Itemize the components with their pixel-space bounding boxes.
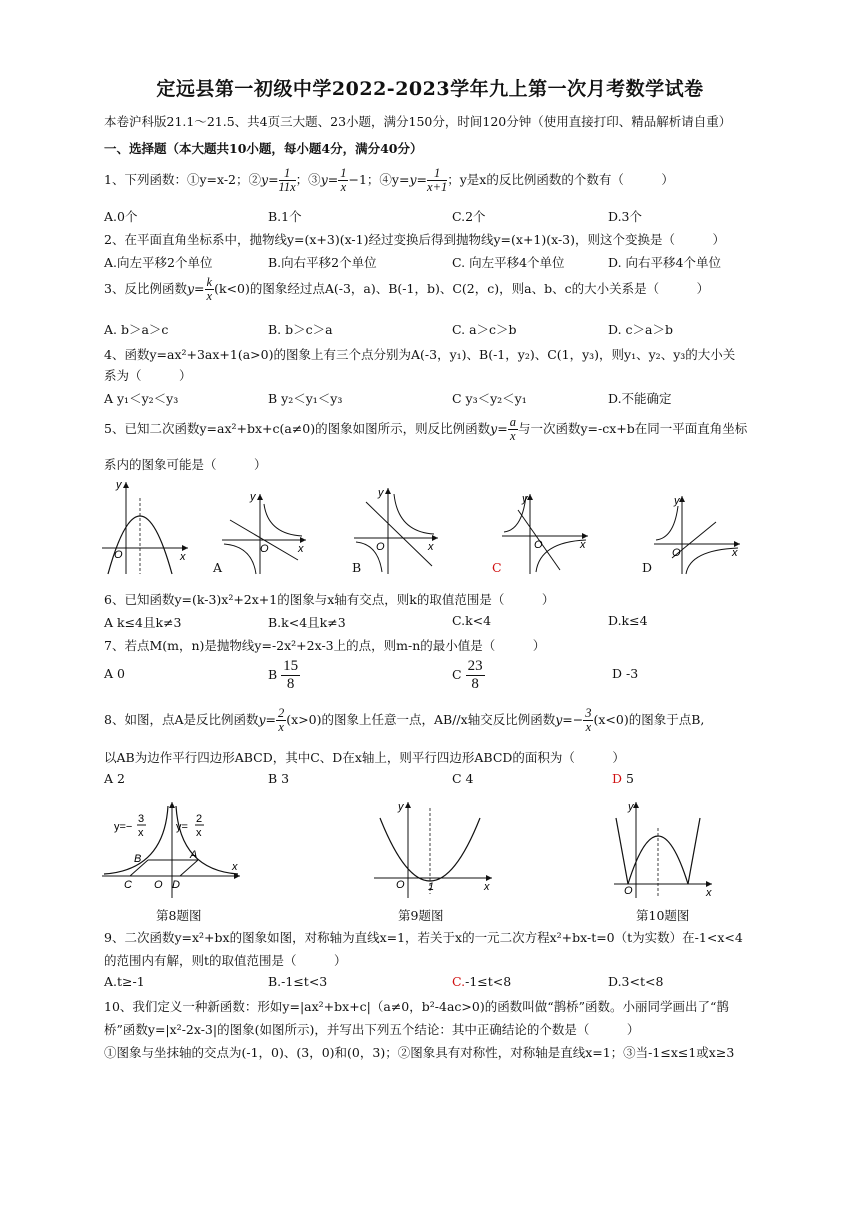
svg-text:O: O — [672, 547, 681, 559]
q5-option-b-graph — [352, 484, 442, 576]
q6-option-b: B.k<4且k≠3 — [268, 615, 346, 630]
fraction: $\frac{a}{x}$ — [509, 415, 516, 443]
svg-text:y: y — [398, 801, 404, 813]
question-9-stem-cont: 的范围内有解，则t的取值范围是（ ） — [104, 953, 347, 968]
svg-text:2: 2 — [196, 813, 203, 825]
q2-option-c: C. 向左平移4个单位 — [452, 255, 565, 270]
q1-option-a: A.0个 — [104, 209, 138, 224]
svg-text:y: y — [378, 487, 384, 499]
intro-text: 本卷沪科版21.1～21.5、共4页三大题、23小题，满分150分，时间120分钟（使用直接打印、精品解析请自重） — [104, 114, 732, 129]
svg-text:C: C — [124, 879, 132, 891]
question-4-stem-cont: 系为（ ） — [104, 368, 192, 383]
q5-label-d: D — [642, 560, 653, 575]
question-6-stem: 6、已知函数y=(k-3)x²+2x+1的图象与x轴有交点，则k的取值范围是（ ） — [104, 592, 555, 607]
svg-text:x: x — [138, 827, 144, 839]
fraction: $\frac{1}{x+1}$ — [427, 166, 448, 194]
q8-option-d: D 5 — [612, 771, 634, 786]
section-heading: 一、选择题（本大题共10小题，每小题4分，满分40分） — [104, 141, 423, 156]
q4-option-d: D.不能确定 — [608, 391, 672, 406]
svg-text:1: 1 — [428, 881, 435, 893]
q7-option-a: A 0 — [104, 666, 125, 681]
question-8-stem: 8、如图，点A是反比例函数y= $\frac{2}{x}$ (x>0)的图象上任意一点，AB//x轴交反比例函数y=− $\frac{3}{x}$ (x<0)的图象于点B, — [104, 706, 705, 734]
svg-text:3: 3 — [138, 813, 145, 825]
q1-option-d: D.3个 — [608, 209, 643, 224]
q2-option-b: B.向右平移2个单位 — [268, 255, 377, 270]
q5-given-parabola-graph — [100, 478, 192, 578]
svg-text:x: x — [428, 541, 434, 553]
q6-option-d: D.k≤4 — [608, 613, 648, 628]
q8-option-a: A 2 — [104, 771, 125, 786]
svg-text:B: B — [134, 853, 142, 865]
svg-text:O: O — [260, 543, 269, 555]
fraction: $\frac{2}{x}$ — [278, 706, 285, 734]
q9-option-d: D.3<t<8 — [608, 974, 664, 989]
figure-9-caption: 第9题图 — [398, 908, 444, 923]
figure-9-graph — [372, 798, 497, 900]
q6-option-c: C.k<4 — [452, 613, 492, 628]
question-4-stem: 4、函数y=ax²+3ax+1(a>0)的图象上有三个点分别为A(-3，y₁)、B(-1，y₂)、C(1，y₃)，则y₁、y₂、y₃的大小关 — [104, 347, 736, 362]
question-3-stem: 3、反比例函数y= $\frac{k}{x}$ (k<0)的图象经过点A(-3，a)、B(-1，b)、C(2，c)，则a、b、c的大小关系是（ ） — [104, 275, 710, 303]
question-8-stem-cont: 以AB为边作平行四边形ABCD，其中C、D在x轴上，则平行四边形ABCD的面积为（ ） — [104, 750, 625, 765]
q9-option-b: B.-1≤t<3 — [268, 974, 328, 989]
q3-option-c: C. a＞c＞b — [452, 322, 517, 337]
question-1-stem: 1、下列函数：①y=x-2；②y= $\frac{1}{11x}$ ；③y= $\frac{1}{x}$ −1；④y=y= $\frac{1}{x+1}$ ；y是x的反比例函数的个数有（ ） — [104, 166, 674, 194]
page-title: 定远县第一初级中学2022-2023学年九上第一次月考数学试卷 — [156, 78, 704, 100]
svg-text:x: x — [484, 881, 490, 893]
q4-option-c: C y₃＜y₂＜y₁ — [452, 391, 527, 406]
svg-text:O: O — [624, 885, 633, 897]
figure-10-graph — [612, 798, 717, 900]
q1-option-c: C.2个 — [452, 209, 486, 224]
q3-option-d: D. c＞a＞b — [608, 322, 673, 337]
fraction: $\frac{23}{8}$ — [467, 658, 483, 692]
q8-option-b: B 3 — [268, 771, 290, 786]
q2-option-a: A.向左平移2个单位 — [104, 255, 213, 270]
figure-8-caption: 第8题图 — [156, 908, 202, 923]
svg-text:y: y — [250, 491, 256, 503]
svg-text:D: D — [172, 879, 180, 891]
question-2-stem: 2、在平面直角坐标系中，抛物线y=(x+3)(x-1)经过变换后得到抛物线y=(x+1)(x-3)，则这个变换是（ ） — [104, 232, 726, 247]
fraction: $\frac{3}{x}$ — [585, 706, 592, 734]
fraction: $\frac{1}{x}$ — [340, 166, 347, 194]
svg-text:O: O — [114, 549, 123, 561]
q4-option-a: A y₁＜y₂＜y₃ — [104, 391, 179, 406]
question-10-stem-cont2: ①图象与坐抹轴的交点为(-1，0)、(3，0)和(0，3)；②图象具有对称性，对称轴是直线x=1；③当-1≤x≤1或x≥3 — [104, 1045, 735, 1060]
q1-option-b: B.1个 — [268, 209, 302, 224]
svg-text:y: y — [116, 479, 122, 491]
q9-option-a: A.t≥-1 — [104, 974, 145, 989]
svg-text:O: O — [396, 879, 405, 891]
fraction: $\frac{k}{x}$ — [206, 275, 213, 303]
svg-text:x: x — [706, 887, 712, 899]
q5-label-c: C — [492, 560, 502, 575]
question-5-stem: 5、已知二次函数y=ax²+bx+c(a≠0)的图象如图所示，则反比例函数y= $\frac{a}{x}$ 与一次函数y=-cx+b在同一平面直角坐标 — [104, 415, 748, 443]
question-10-stem-cont: 桥”函数y=|x²-2x-3|的图象(如图所示)，并写出下列五个结论：其中正确结论的个数是（ ） — [104, 1022, 640, 1037]
svg-text:x: x — [232, 861, 238, 873]
q7-option-d: D -3 — [612, 666, 639, 681]
q7-option-c: C $\frac{23}{8}$ — [452, 658, 483, 692]
svg-text:x: x — [298, 543, 304, 555]
question-9-stem: 9、二次函数y=x²+bx的图象如图，对称轴为直线x=1，若关于x的一元二次方程x²+bx-t=0（t为实数）在-1<x<4 — [104, 930, 743, 945]
q5-option-a-graph — [220, 490, 310, 576]
svg-text:y: y — [674, 495, 680, 507]
q6-option-a: A k≤4且k≠3 — [104, 615, 182, 630]
svg-text:A: A — [190, 849, 198, 861]
figure-10-caption: 第10题图 — [636, 908, 690, 923]
svg-text:x: x — [732, 547, 738, 559]
q8-option-c: C 4 — [452, 771, 474, 786]
q5-option-c-graph — [500, 490, 592, 576]
q3-option-a: A. b＞a＞c — [104, 322, 169, 337]
fraction: $\frac{15}{8}$ — [283, 658, 299, 692]
question-7-stem: 7、若点M(m，n)是抛物线y=-2x²+2x-3上的点，则m-n的最小值是（ ） — [104, 638, 546, 653]
svg-text:y: y — [628, 801, 634, 813]
figure-8-graph — [100, 800, 245, 900]
svg-text:y=−: y=− — [114, 821, 133, 833]
svg-text:O: O — [376, 541, 385, 553]
svg-text:O: O — [154, 879, 163, 891]
fraction: $\frac{1}{11x}$ — [278, 166, 296, 194]
q2-option-d: D. 向右平移4个单位 — [608, 255, 721, 270]
q7-option-b: B $\frac{15}{8}$ — [268, 658, 299, 692]
question-5-stem-cont: 系内的图象可能是（ ） — [104, 457, 267, 472]
svg-text:x: x — [196, 827, 202, 839]
q5-label-b: B — [352, 560, 362, 575]
svg-text:y=: y= — [176, 821, 188, 833]
q5-label-a: A — [213, 560, 223, 575]
q5-option-d-graph — [652, 492, 744, 576]
svg-text:O: O — [534, 539, 543, 551]
question-10-stem: 10、我们定义一种新函数：形如y=|ax²+bx+c|（a≠0，b²-4ac>0)的函数叫做“鹊桥”函数。小丽同学画出了“鹊 — [104, 999, 729, 1014]
q4-option-b: B y₂＜y₁＜y₃ — [268, 391, 343, 406]
q3-option-b: B. b＞c＞a — [268, 322, 333, 337]
svg-text:x: x — [580, 539, 586, 551]
svg-text:y: y — [522, 493, 528, 505]
svg-text:x: x — [180, 551, 186, 563]
q9-option-c: C.-1≤t<8 — [452, 974, 512, 989]
